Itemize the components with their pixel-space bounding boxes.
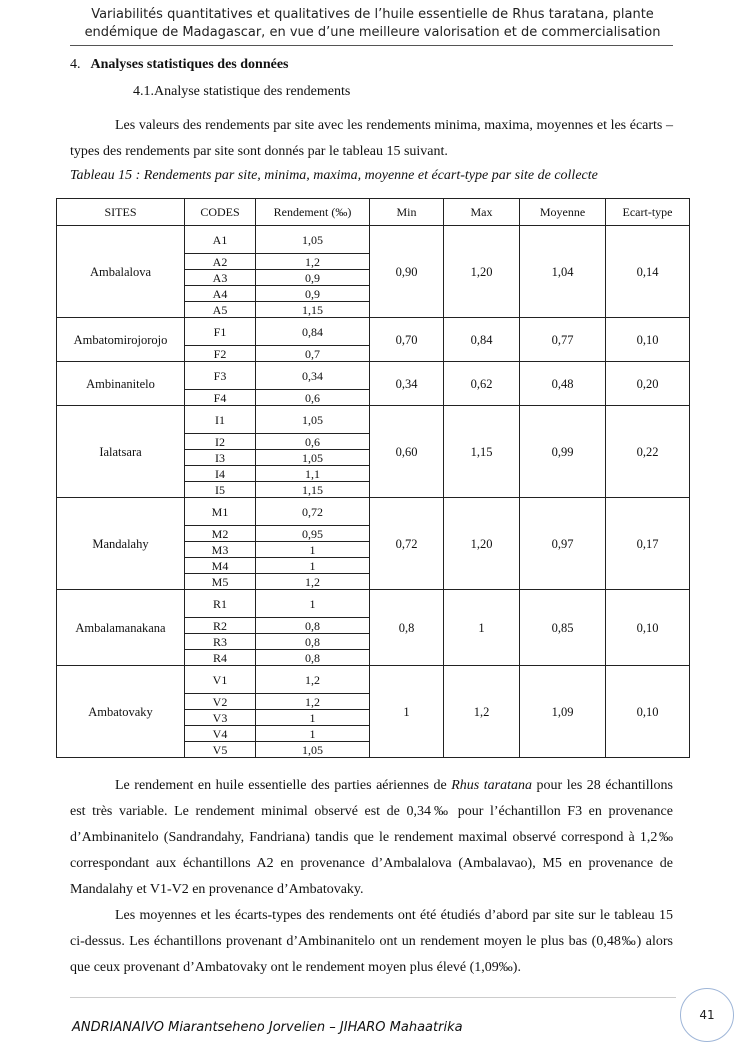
site-name: Ambalalova xyxy=(57,226,185,318)
sample-yield: 1,05 xyxy=(256,742,370,758)
page-number: 41 xyxy=(680,988,734,1042)
sample-yield: 0,95 xyxy=(256,526,370,542)
table-body xyxy=(57,226,690,758)
site-name: Ambatomirojorojo xyxy=(57,318,185,362)
header-sd: Ecart-type xyxy=(606,199,690,226)
sample-code: M1 xyxy=(185,498,256,526)
header-max: Max xyxy=(444,199,520,226)
table-caption: Tableau 15 : Rendements par site, minima, maxima, moyenne et écart-type par site de collecte xyxy=(70,168,598,183)
table-row xyxy=(57,226,690,254)
sample-yield: 0,9 xyxy=(256,286,370,302)
site-name: Ialatsara xyxy=(57,406,185,498)
sample-yield: 1 xyxy=(256,558,370,574)
sample-code: V4 xyxy=(185,726,256,742)
table-row xyxy=(57,362,690,390)
running-header xyxy=(60,6,685,42)
sample-yield: 1 xyxy=(256,710,370,726)
sample-code: A1 xyxy=(185,226,256,254)
header-codes: CODES xyxy=(185,199,256,226)
site-max: 1,20 xyxy=(444,226,520,318)
sample-code: I1 xyxy=(185,406,256,434)
sample-yield: 1 xyxy=(256,726,370,742)
section-title: Analyses statistiques des données xyxy=(90,57,289,72)
sample-yield: 1,2 xyxy=(256,666,370,694)
site-min: 0,60 xyxy=(370,406,444,498)
yield-table xyxy=(56,198,690,758)
subsection-heading: 4.1.Analyse statistique des rendements xyxy=(133,84,351,99)
site-sd: 0,10 xyxy=(606,590,690,666)
means-paragraph: Les moyennes et les écarts-types des rendements ont été étudiés d’abord par site sur le tableau 15 ci-dessus. Les échantillons provenant d’Ambinanitelo ont un rendement moyen le plus bas (0,48‰) alors que ceux provenant d’Ambatovaky ont le rendement moyen plus élevé (1,09‰). xyxy=(70,908,673,975)
sample-code: I3 xyxy=(185,450,256,466)
footer-authors: ANDRIANAIVO Miarantseheno Jorvelien – JIHARO Mahaatrika xyxy=(72,1020,463,1035)
sample-code: A4 xyxy=(185,286,256,302)
results-text-before: Le rendement en huile essentielle des parties aériennes de xyxy=(115,778,452,793)
site-max: 1,20 xyxy=(444,498,520,590)
site-max: 0,62 xyxy=(444,362,520,406)
sample-code: M5 xyxy=(185,574,256,590)
site-sd: 0,10 xyxy=(606,666,690,758)
site-name: Ambinanitelo xyxy=(57,362,185,406)
header-sites: SITES xyxy=(57,199,185,226)
results-paragraph xyxy=(70,773,673,903)
sample-code: I2 xyxy=(185,434,256,450)
sample-code: V1 xyxy=(185,666,256,694)
sample-code: A2 xyxy=(185,254,256,270)
site-min: 0,34 xyxy=(370,362,444,406)
results-text-after: pour les 28 échantillons est très variable. Le rendement minimal observé est de 0,34‰ pour l’échantillon F3 en provenance d’Ambinanitelo (Sandrandahy, Fandriana) tandis que le rendement maximal observé correspond à 1,2‰ correspondant aux échantillons A2 en provenance d’Ambalalova (Ambalavao), M5 en provenance de Mandalahy et V1-V2 en provenance d’Ambatovaky. xyxy=(70,778,673,897)
sample-code: F1 xyxy=(185,318,256,346)
sample-yield: 0,72 xyxy=(256,498,370,526)
sample-code: V5 xyxy=(185,742,256,758)
sample-yield: 0,84 xyxy=(256,318,370,346)
sample-yield: 0,8 xyxy=(256,634,370,650)
site-max: 1 xyxy=(444,590,520,666)
site-name: Mandalahy xyxy=(57,498,185,590)
sample-yield: 1,05 xyxy=(256,406,370,434)
sample-yield: 1 xyxy=(256,542,370,558)
sample-yield: 1,15 xyxy=(256,302,370,318)
site-sd: 0,14 xyxy=(606,226,690,318)
header-divider xyxy=(70,45,673,46)
site-max: 1,2 xyxy=(444,666,520,758)
site-mean: 0,99 xyxy=(520,406,606,498)
sample-code: F4 xyxy=(185,390,256,406)
site-min: 0,90 xyxy=(370,226,444,318)
sample-code: V2 xyxy=(185,694,256,710)
table-row xyxy=(57,318,690,346)
site-mean: 0,97 xyxy=(520,498,606,590)
sample-code: F3 xyxy=(185,362,256,390)
sample-yield: 0,34 xyxy=(256,362,370,390)
header-mean: Moyenne xyxy=(520,199,606,226)
site-mean: 0,77 xyxy=(520,318,606,362)
site-sd: 0,17 xyxy=(606,498,690,590)
footer-divider xyxy=(70,997,676,998)
site-mean: 1,09 xyxy=(520,666,606,758)
site-mean: 0,48 xyxy=(520,362,606,406)
sample-yield: 1,2 xyxy=(256,254,370,270)
site-name: Ambalamanakana xyxy=(57,590,185,666)
site-max: 1,15 xyxy=(444,406,520,498)
sample-yield: 1,2 xyxy=(256,694,370,710)
site-name: Ambatovaky xyxy=(57,666,185,758)
sample-code: M3 xyxy=(185,542,256,558)
sample-code: M2 xyxy=(185,526,256,542)
table-row xyxy=(57,666,690,694)
section-heading xyxy=(70,57,288,73)
intro-paragraph: Les valeurs des rendements par site avec les rendements minima, maxima, moyennes et les écarts –types des rendements par site sont donnés par le tableau 15 suivant. xyxy=(70,118,673,159)
sample-code: A3 xyxy=(185,270,256,286)
sample-yield: 0,9 xyxy=(256,270,370,286)
site-min: 0,70 xyxy=(370,318,444,362)
site-sd: 0,20 xyxy=(606,362,690,406)
section-number: 4. xyxy=(70,57,81,72)
table-row xyxy=(57,498,690,526)
sample-code: V3 xyxy=(185,710,256,726)
sample-yield: 1,2 xyxy=(256,574,370,590)
table-header-row xyxy=(57,199,690,226)
site-min: 0,8 xyxy=(370,590,444,666)
site-max: 0,84 xyxy=(444,318,520,362)
site-mean: 0,85 xyxy=(520,590,606,666)
site-sd: 0,10 xyxy=(606,318,690,362)
sample-yield: 0,8 xyxy=(256,650,370,666)
sample-code: M4 xyxy=(185,558,256,574)
sample-yield: 0,8 xyxy=(256,618,370,634)
sample-code: I4 xyxy=(185,466,256,482)
sample-yield: 1 xyxy=(256,590,370,618)
sample-yield: 1,15 xyxy=(256,482,370,498)
sample-code: R2 xyxy=(185,618,256,634)
header-line-1: Variabilités quantitatives et qualitatives de l’huile essentielle de Rhus taratana, plante xyxy=(91,7,654,22)
header-yield: Rendement (‰) xyxy=(256,199,370,226)
site-min: 0,72 xyxy=(370,498,444,590)
header-min: Min xyxy=(370,199,444,226)
sample-yield: 1,05 xyxy=(256,226,370,254)
site-mean: 1,04 xyxy=(520,226,606,318)
sample-code: I5 xyxy=(185,482,256,498)
sample-code: A5 xyxy=(185,302,256,318)
sample-code: R1 xyxy=(185,590,256,618)
sample-yield: 0,6 xyxy=(256,390,370,406)
table-row xyxy=(57,406,690,434)
sample-code: R4 xyxy=(185,650,256,666)
sample-yield: 0,7 xyxy=(256,346,370,362)
table-row xyxy=(57,590,690,618)
species-name: Rhus taratana xyxy=(451,778,532,793)
header-line-2: endémique de Madagascar, en vue d’une meilleure valorisation et de commercialisation xyxy=(84,25,661,40)
sample-code: R3 xyxy=(185,634,256,650)
site-min: 1 xyxy=(370,666,444,758)
sample-code: F2 xyxy=(185,346,256,362)
site-sd: 0,22 xyxy=(606,406,690,498)
sample-yield: 1,1 xyxy=(256,466,370,482)
sample-yield: 0,6 xyxy=(256,434,370,450)
sample-yield: 1,05 xyxy=(256,450,370,466)
